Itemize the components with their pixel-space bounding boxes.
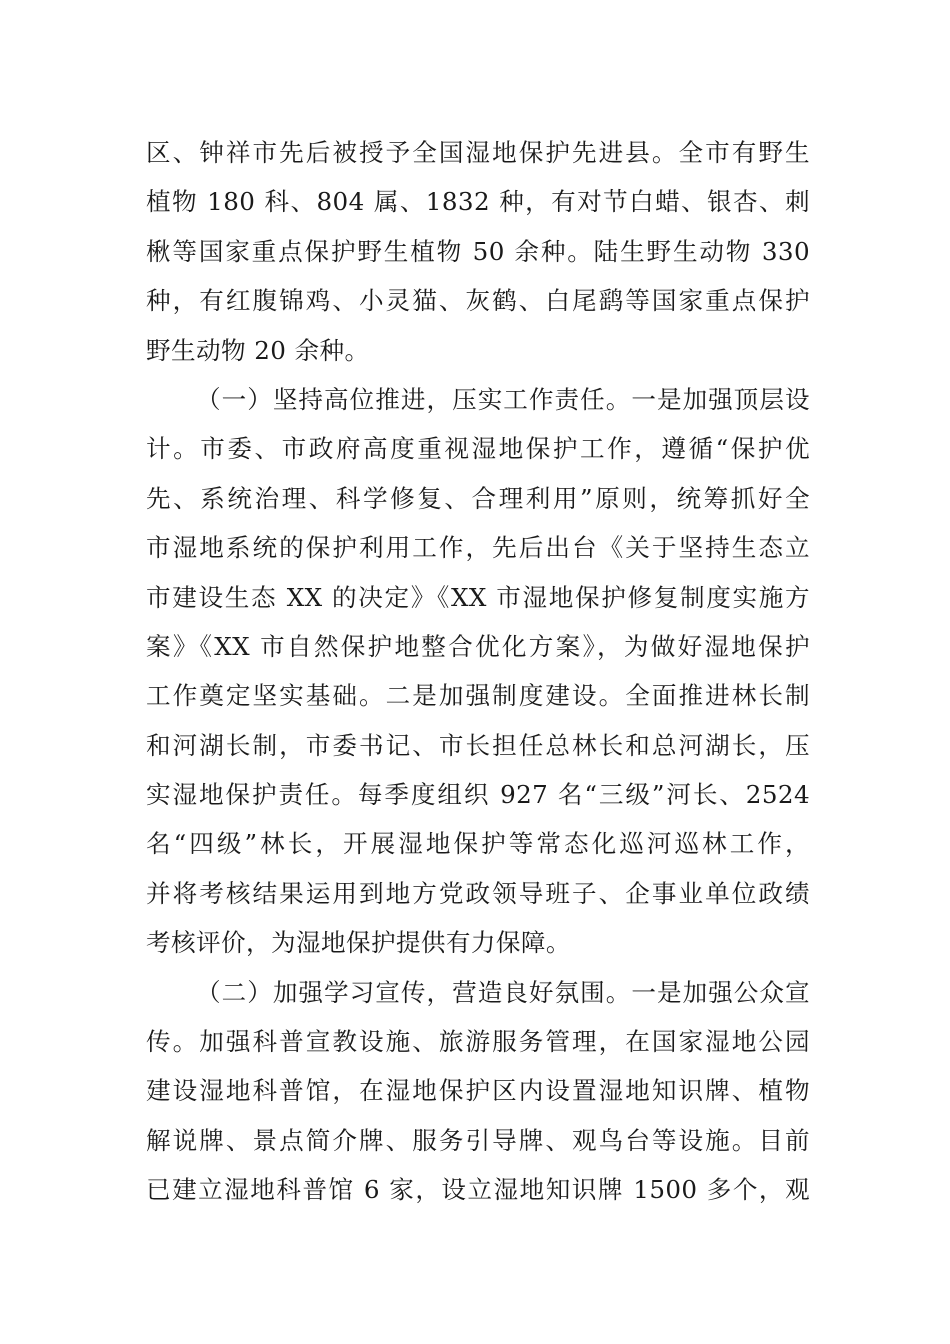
text-line: 建设湿地科普馆，在湿地保护区内设置湿地知识牌、植物 bbox=[146, 1076, 810, 1106]
text-line: 计。市委、市政府高度重视湿地保护工作，遵循“保护优 bbox=[146, 434, 810, 464]
text-line: 工作奠定坚实基础。二是加强制度建设。全面推进林长制 bbox=[146, 681, 810, 711]
text-line: 已建立湿地科普馆 6 家，设立湿地知识牌 1500 多个，观 bbox=[146, 1175, 810, 1205]
text-line: 区、钟祥市先后被授予全国湿地保护先进县。全市有野生 bbox=[146, 138, 810, 167]
document-body bbox=[146, 128, 810, 1215]
text-line: 种，有红腹锦鸡、小灵猫、灰鹤、白尾鹞等国家重点保护 bbox=[146, 286, 810, 316]
text-line: 市建设生态 XX 的决定》《XX 市湿地保护修复制度实施方 bbox=[146, 582, 810, 612]
text-line: 和河湖长制，市委书记、市长担任总林长和总河湖长，压 bbox=[146, 730, 810, 760]
paragraph-1 bbox=[146, 128, 810, 375]
text-line: 先、系统治理、科学修复、合理利用”原则，统筹抓好全 bbox=[146, 483, 810, 513]
text-line: 野生动物 20 余种。 bbox=[146, 335, 370, 365]
text-line: 传。加强科普宣教设施、旅游服务管理，在国家湿地公园 bbox=[146, 1027, 810, 1057]
text-line: 市湿地系统的保护利用工作，先后出台《关于坚持生态立 bbox=[146, 533, 810, 563]
text-line: （一）坚持高位推进，压实工作责任。一是加强顶层设 bbox=[196, 384, 810, 414]
text-line: 实湿地保护责任。每季度组织 927 名“三级”河长、2524 bbox=[146, 780, 810, 810]
paragraph-2 bbox=[146, 375, 810, 968]
text-line: （二）加强学习宣传，营造良好氛围。一是加强公众宣 bbox=[196, 977, 810, 1007]
text-line: 名“四级”林长，开展湿地保护等常态化巡河巡林工作， bbox=[146, 829, 810, 859]
text-line: 考核评价，为湿地保护提供有力保障。 bbox=[146, 928, 571, 958]
paragraph-3 bbox=[146, 968, 810, 1215]
text-line: 案》《XX 市自然保护地整合优化方案》，为做好湿地保护 bbox=[146, 631, 810, 661]
text-line: 并将考核结果运用到地方党政领导班子、企事业单位政绩 bbox=[146, 878, 810, 908]
text-line: 植物 180 科、804 属、1832 种，有对节白蜡、银杏、刺 bbox=[146, 187, 810, 217]
text-line: 解说牌、景点简介牌、服务引导牌、观鸟台等设施。目前 bbox=[146, 1125, 810, 1155]
text-line: 楸等国家重点保护野生植物 50 余种。陆生野生动物 330 bbox=[146, 236, 810, 266]
